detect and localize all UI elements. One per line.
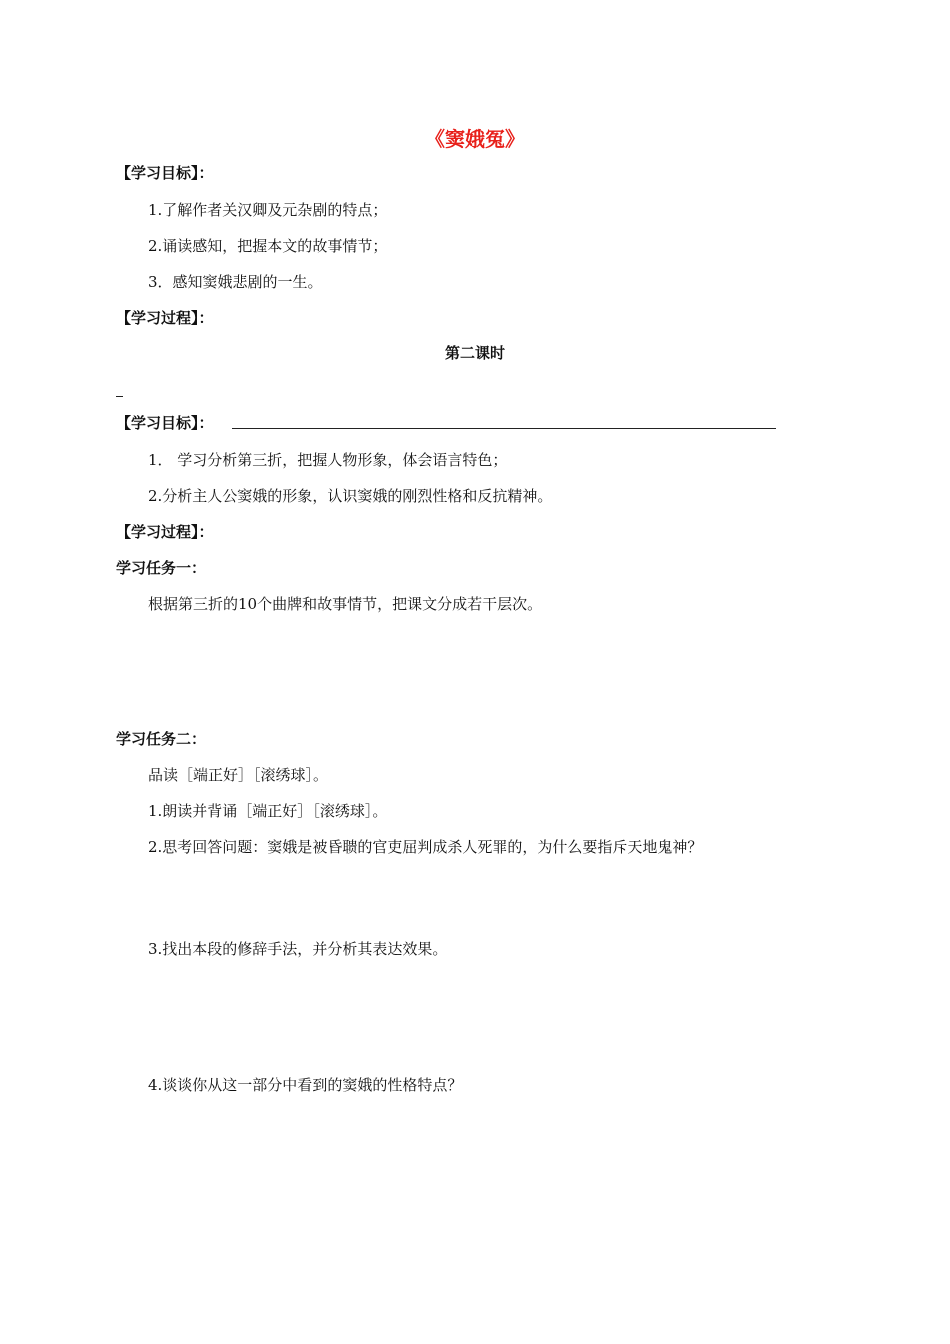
goal-item: 3．感知窦娥悲剧的一生。 [148, 273, 323, 291]
fill-in-blank-line [232, 428, 776, 429]
document-title: 《窦娥冤》 [425, 127, 525, 151]
goal-item: 1.了解作者关汉卿及元杂剧的特点； [148, 201, 388, 219]
task-text: 品读［端正好］［滚绣球］。 [148, 766, 329, 784]
goal-item: 2.分析主人公窦娥的形象，认识窦娥的刚烈性格和反抗精神。 [148, 487, 553, 505]
task-heading: 学习任务一： [116, 559, 207, 577]
task-item: 2.思考回答问题：窦娥是被昏聩的官吏屈判成杀人死罪的，为什么要指斥天地鬼神？ [148, 838, 703, 856]
goal-item: 2.诵读感知，把握本文的故事情节； [148, 237, 388, 255]
underline-mark [116, 396, 123, 397]
goals-heading: 【学习目标】： [116, 164, 214, 182]
goals-heading: 【学习目标】： [116, 414, 214, 432]
task-heading: 学习任务二： [116, 730, 207, 748]
task-text: 根据第三折的10个曲牌和故事情节，把课文分成若干层次。 [148, 595, 543, 613]
lesson-title: 第二课时 [444, 344, 505, 362]
goal-item: 1． 学习分析第三折，把握人物形象，体会语言特色； [148, 451, 508, 469]
process-heading: 【学习过程】： [116, 523, 214, 541]
task-item: 1.朗读并背诵［端正好］［滚绣球］。 [148, 802, 388, 820]
process-heading: 【学习过程】： [116, 309, 214, 327]
task-item: 3.找出本段的修辞手法，并分析其表达效果。 [148, 940, 448, 958]
task-item: 4.谈谈你从这一部分中看到的窦娥的性格特点？ [148, 1076, 463, 1094]
